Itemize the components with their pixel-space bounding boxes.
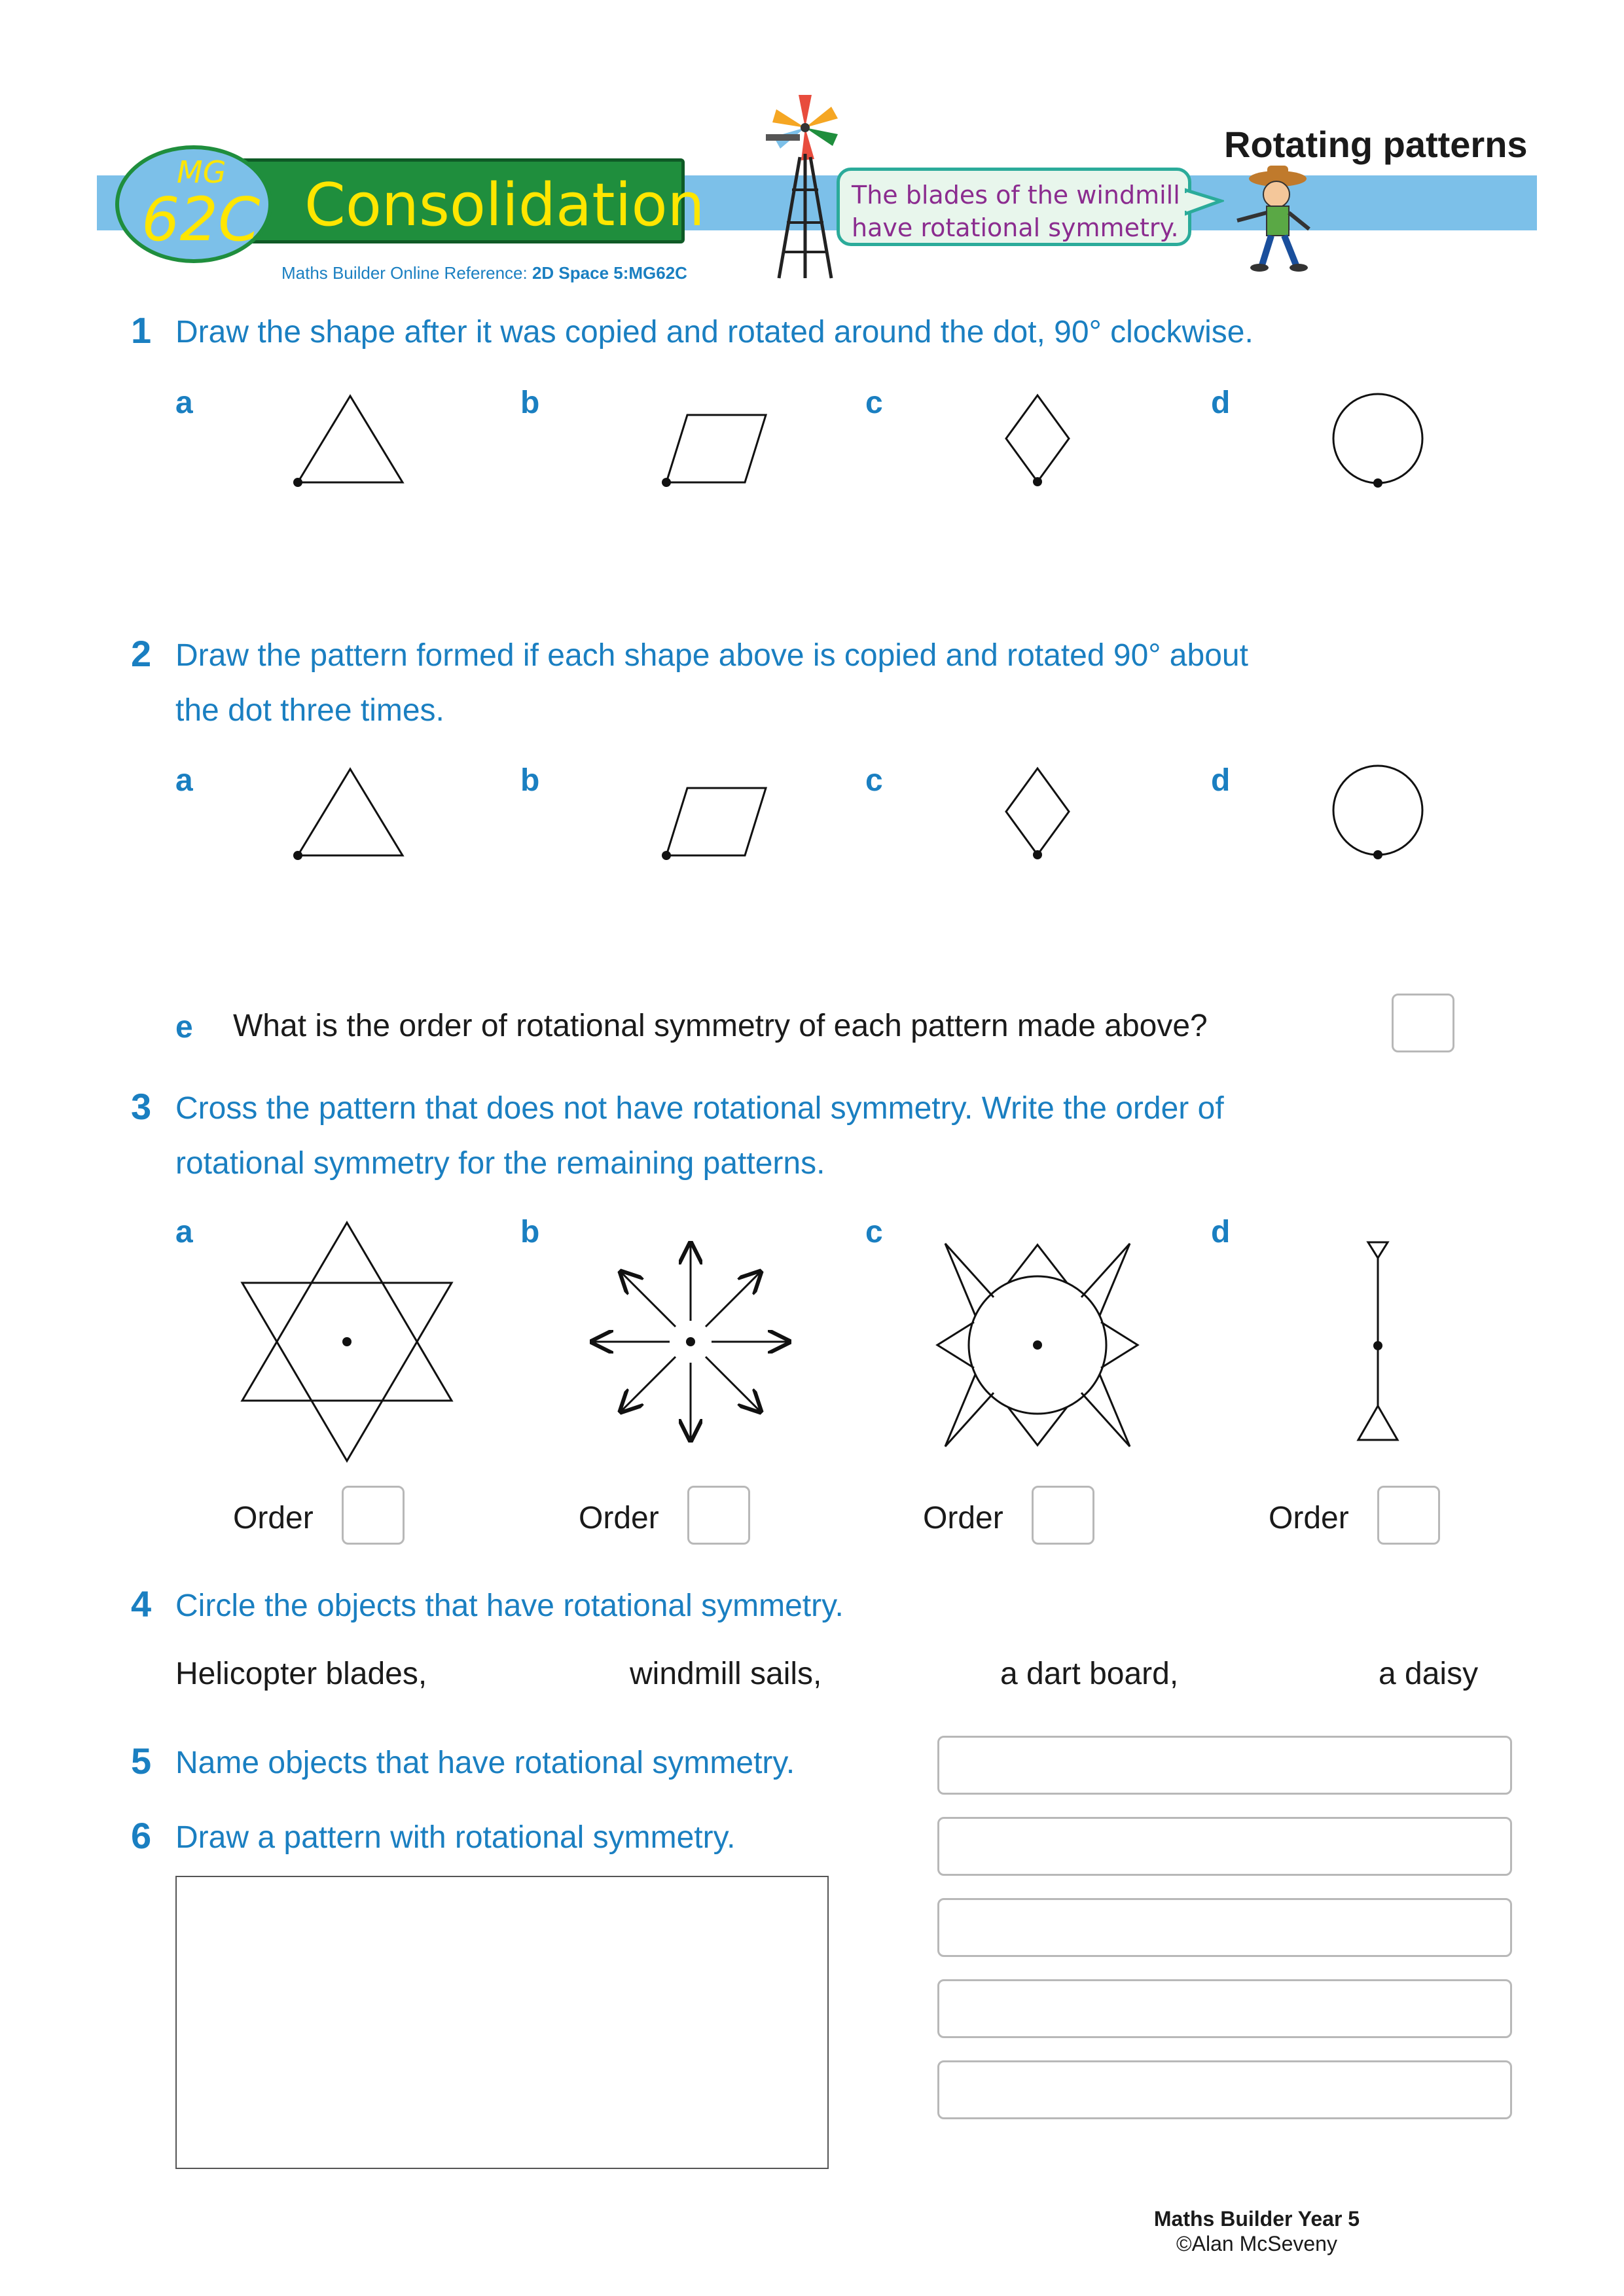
q3-number: 3 xyxy=(131,1086,152,1127)
q2e-text: What is the order of rotational symmetry of each pattern made above? xyxy=(233,1009,1208,1043)
q3d-order-box[interactable] xyxy=(1377,1486,1440,1545)
q5-answer-line-1[interactable] xyxy=(937,1736,1512,1795)
q3-text-line1: Cross the pattern that does not have rotational symmetry. Write the order of xyxy=(175,1091,1224,1126)
q3d-line-pattern xyxy=(1348,1237,1407,1453)
q2-label-a: a xyxy=(175,763,193,798)
page-title: Rotating patterns xyxy=(1224,124,1528,165)
q3b-order-label: Order xyxy=(579,1501,659,1535)
speech-bubble-tail xyxy=(1185,187,1224,219)
windmill-illustration xyxy=(740,92,838,281)
badge-top: MG xyxy=(177,154,226,190)
q4-object-daisy[interactable]: a daisy xyxy=(1379,1657,1479,1691)
q6-number: 6 xyxy=(131,1815,152,1856)
q1-label-a: a xyxy=(175,386,193,420)
q3-label-a: a xyxy=(175,1215,193,1249)
q3d-order-label: Order xyxy=(1269,1501,1349,1535)
q1-label-c: c xyxy=(865,386,883,420)
footer-title: Maths Builder Year 5 xyxy=(1153,2207,1360,2231)
q1-text: Draw the shape after it was copied and rotated around the dot, 90° clockwise. xyxy=(175,315,1254,350)
q2-text-line2: the dot three times. xyxy=(175,693,444,728)
q1-number: 1 xyxy=(131,310,152,351)
q2e-answer-box[interactable] xyxy=(1392,994,1454,1052)
q1-triangle-shape xyxy=(288,386,412,491)
q3a-six-point-star xyxy=(236,1217,458,1466)
q5-text: Name objects that have rotational symmetry. xyxy=(175,1746,795,1780)
q2-number: 2 xyxy=(131,633,152,674)
q1-label-b: b xyxy=(520,386,540,420)
q1-parallelogram-shape xyxy=(655,406,779,491)
q5-answer-line-3[interactable] xyxy=(937,1898,1512,1957)
q2-circle-shape xyxy=(1326,759,1430,864)
q2e-label: e xyxy=(175,1010,193,1045)
q4-number: 4 xyxy=(131,1583,152,1624)
q2-label-c: c xyxy=(865,763,883,798)
q3c-order-box[interactable] xyxy=(1032,1486,1094,1545)
q3a-order-box[interactable] xyxy=(342,1486,405,1545)
q4-text: Circle the objects that have rotational symmetry. xyxy=(175,1588,844,1623)
q3-text-line2: rotational symmetry for the remaining patterns. xyxy=(175,1146,825,1181)
q3b-order-box[interactable] xyxy=(687,1486,750,1545)
q4-object-helicopter[interactable]: Helicopter blades, xyxy=(175,1657,427,1691)
q3a-order-label: Order xyxy=(233,1501,314,1535)
q2-parallelogram-shape xyxy=(655,779,779,864)
q3b-arrow-burst xyxy=(586,1237,795,1446)
q6-drawing-area[interactable] xyxy=(175,1876,829,2169)
q5-number: 5 xyxy=(131,1740,152,1782)
speech-bubble xyxy=(837,168,1191,246)
cartoon-character-illustration xyxy=(1231,160,1329,275)
q6-text: Draw a pattern with rotational symmetry. xyxy=(175,1820,736,1855)
section-title-box xyxy=(216,158,705,243)
q5-answer-line-5[interactable] xyxy=(937,2060,1512,2119)
q1-label-d: d xyxy=(1211,386,1231,420)
badge-number: 62C xyxy=(141,185,261,255)
section-title: Consolidation xyxy=(304,171,705,240)
q3-label-b: b xyxy=(520,1215,540,1249)
online-reference-value: 2D Space 5:MG62C xyxy=(532,263,687,283)
q2-label-d: d xyxy=(1211,763,1231,798)
q1-rhombus-shape xyxy=(998,387,1077,492)
q2-text-line1: Draw the pattern formed if each shape above is copied and rotated 90° about xyxy=(175,638,1248,673)
q2-label-b: b xyxy=(520,763,540,798)
speech-line-1: The blades of the windmill xyxy=(852,181,1180,209)
q5-answer-line-4[interactable] xyxy=(937,1979,1512,2038)
q4-object-dartboard[interactable]: a dart board, xyxy=(1000,1657,1179,1691)
q2-triangle-shape xyxy=(288,759,412,864)
online-reference-label: Maths Builder Online Reference: xyxy=(281,263,532,283)
q3-label-c: c xyxy=(865,1215,883,1249)
q3-label-d: d xyxy=(1211,1215,1231,1249)
q1-circle-shape xyxy=(1326,387,1430,492)
q4-object-windmill[interactable]: windmill sails, xyxy=(630,1657,822,1691)
q3c-order-label: Order xyxy=(923,1501,1003,1535)
q2-rhombus-shape xyxy=(998,761,1077,865)
footer-copyright: ©Alan McSeveny xyxy=(1176,2232,1337,2255)
q5-answer-line-2[interactable] xyxy=(937,1817,1512,1876)
online-reference xyxy=(281,263,687,283)
speech-line-2: have rotational symmetry. xyxy=(852,213,1179,242)
q3c-sun-pattern xyxy=(929,1237,1146,1453)
